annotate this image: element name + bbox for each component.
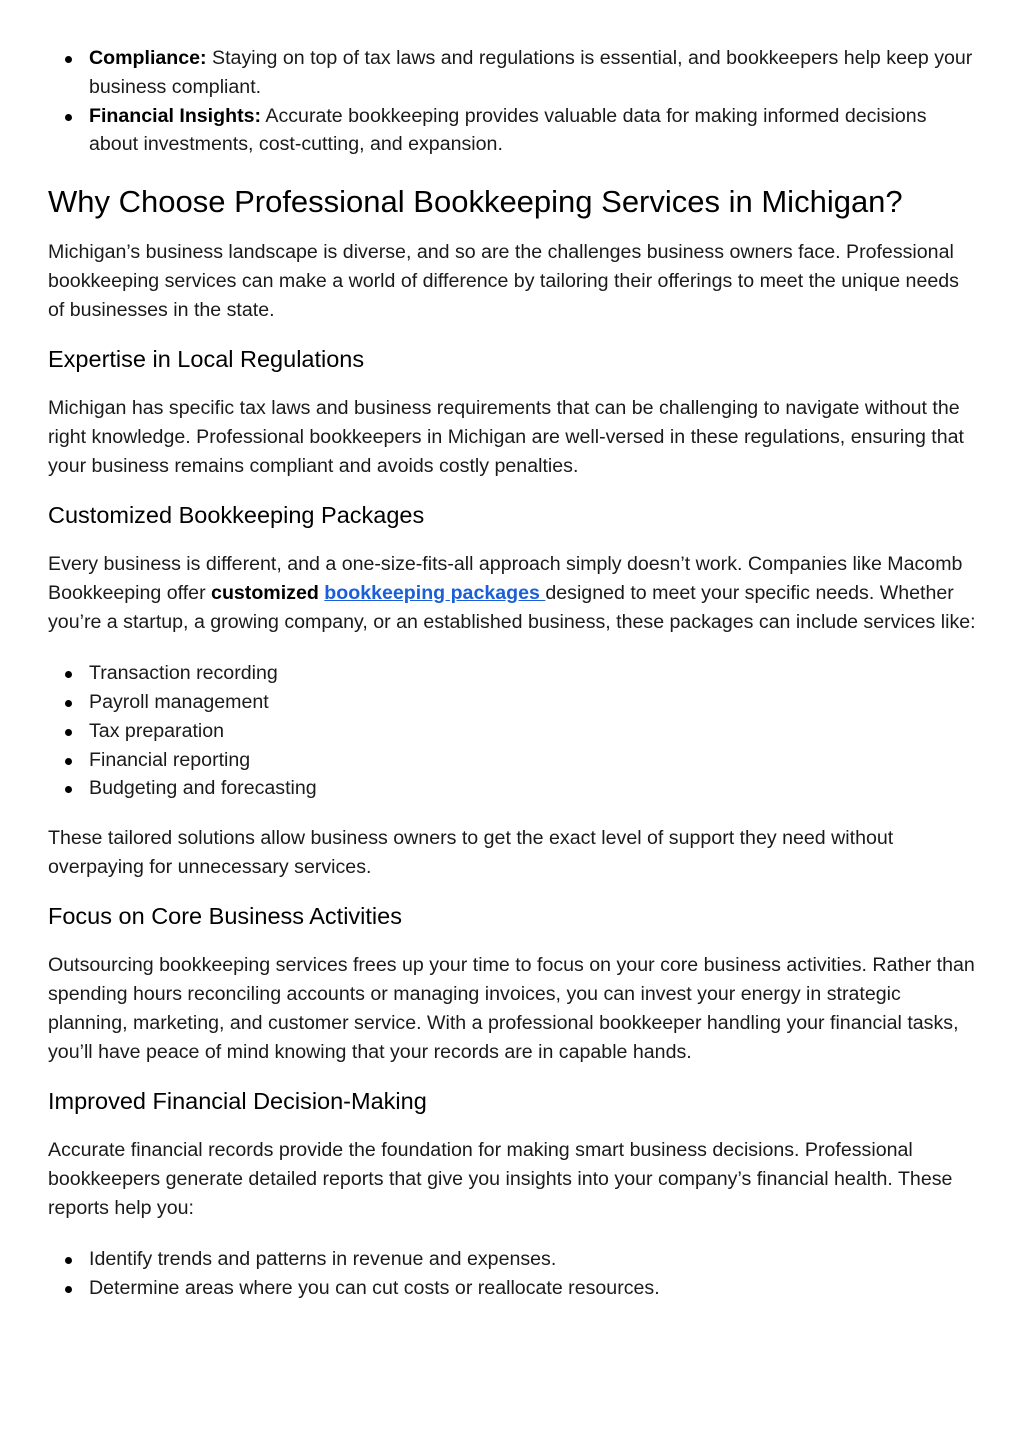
packages-text-after: designed to meet your specific needs. Whether you’re a startup, a growing company, or an established business, these packages can include services like: xyxy=(48,582,976,634)
benefits-list xyxy=(48,44,978,159)
decision-making-paragraph: Accurate financial records provide the foundation for making smart business decisions. Professional bookkeepers generate detailed reports that give you insights into your company’s financial health. These reports help you: xyxy=(48,1139,953,1220)
section-heading-decision-making: Improved Financial Decision-Making xyxy=(48,1088,427,1115)
reports-benefits-list xyxy=(48,1245,978,1303)
list-item-term: Compliance: xyxy=(89,47,207,69)
list-item-text: Accurate bookkeeping provides valuable data for making informed decisions about investments, cost-cutting, and expansion. xyxy=(89,104,927,156)
list-item-text: Staying on top of tax laws and regulations is essential, and bookkeepers help keep your business compliant. xyxy=(89,47,973,98)
section-heading-core-activities: Focus on Core Business Activities xyxy=(48,903,402,930)
section-heading-local-regulations: Expertise in Local Regulations xyxy=(48,346,365,373)
list-item: Tax preparation xyxy=(89,717,978,746)
main-heading: Why Choose Professional Bookkeeping Services in Michigan? xyxy=(48,184,903,220)
local-regulations-paragraph: Michigan has specific tax laws and business requirements that can be challenging to navigate without the right knowledge. Professional bookkeepers in Michigan are well-versed in these regulations, ensuring that your business remains compliant and avoids costly penalties. xyxy=(48,397,964,478)
packages-paragraph xyxy=(48,550,978,637)
core-activities-paragraph: Outsourcing bookkeeping services frees up your time to focus on your core business activities. Rather than spending hours reconciling accounts or managing invoices, you can invest your energy in strategic planning, marketing, and customer service. With a professional bookkeeper handling your financial tasks, you’ll have peace of mind knowing that your records are in capable hands. xyxy=(48,954,975,1064)
section-heading-packages: Customized Bookkeeping Packages xyxy=(48,502,425,529)
list-item: Identify trends and patterns in revenue and expenses. xyxy=(89,1245,978,1274)
intro-paragraph: Michigan’s business landscape is diverse, and so are the challenges business owners face. Professional bookkeeping services can make a world of difference by tailoring their offerings to meet the unique needs of businesses in the state. xyxy=(48,241,959,322)
bookkeeping-packages-link[interactable]: bookkeeping packages xyxy=(324,582,546,605)
list-item: Financial reporting xyxy=(89,746,978,775)
list-item: Budgeting and forecasting xyxy=(89,774,978,803)
packages-closing-paragraph: These tailored solutions allow business owners to get the exact level of support they need without overpaying for unnecessary services. xyxy=(48,827,894,879)
services-list xyxy=(48,659,978,803)
list-item: Determine areas where you can cut costs or reallocate resources. xyxy=(89,1274,978,1303)
list-item xyxy=(89,44,978,102)
list-item-term: Financial Insights: xyxy=(89,104,262,127)
document-page xyxy=(48,44,978,1303)
packages-text-before: Every business is different, and a one-size-fits-all approach simply doesn’t work. Companies like Macomb Bookkeeping offer xyxy=(48,553,963,605)
list-item: Payroll management xyxy=(89,688,978,717)
packages-bold-word: customized xyxy=(211,582,319,605)
list-item: Transaction recording xyxy=(89,659,978,688)
list-item xyxy=(89,102,978,160)
